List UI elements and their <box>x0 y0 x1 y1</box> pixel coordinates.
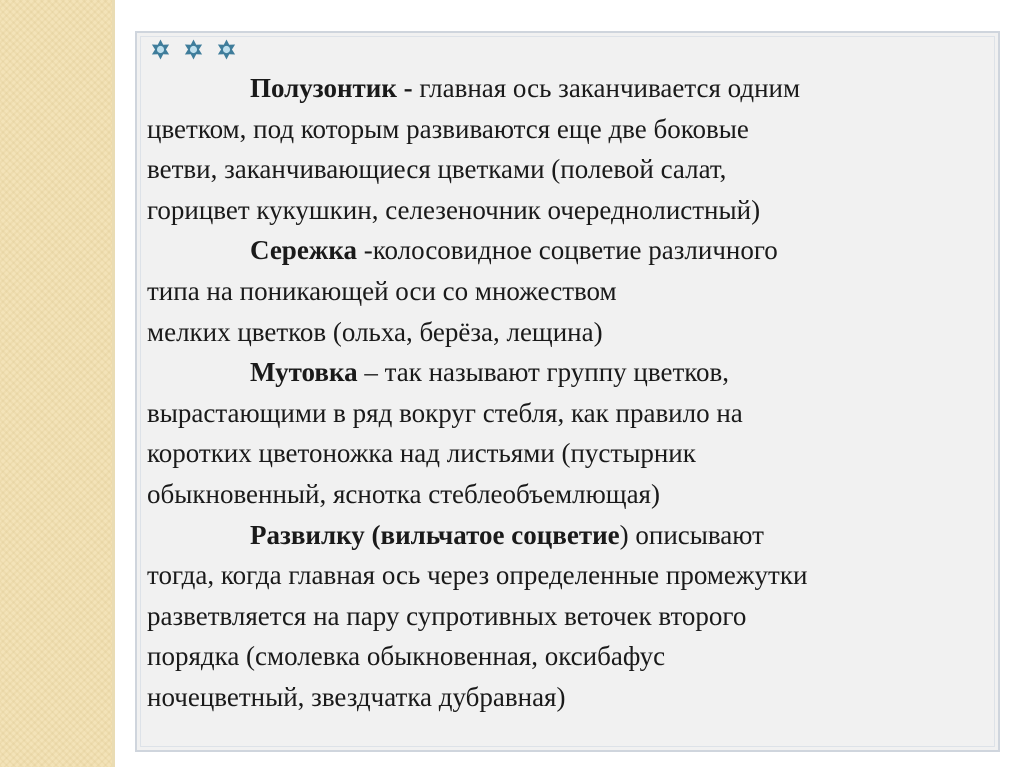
star-dot-icon <box>150 39 171 60</box>
paragraph-line: порядка (смолевка обыкновенная, оксибафус <box>147 641 666 672</box>
paragraph-text: – так называют группу цветков, <box>357 357 729 388</box>
paragraph-line: типа на поникающей оси со множеством <box>147 275 617 306</box>
paragraph-line: ветви, заканчивающиеся цветками (полевой салат, <box>147 154 727 185</box>
star-dot-icon <box>183 39 204 60</box>
paragraph-line: ночецветный, звездчатка дубравная) <box>147 681 566 712</box>
paragraph-line: тогда, когда главная ось через определенные промежутки <box>147 560 808 591</box>
paragraph-line: вырастающими в ряд вокруг стебля, как правило на <box>147 397 743 428</box>
paragraph-first-line <box>147 352 997 393</box>
paragraph-line: горицвет кукушкин, селезеночник очереднолистный) <box>147 194 761 225</box>
slide-body-text <box>147 68 997 718</box>
paragraph-text: главная ось заканчивается одним <box>412 73 801 103</box>
paragraph-first-line <box>147 515 997 556</box>
paragraph-line: разветвляется на пару супротивных веточек второго <box>147 600 747 631</box>
paragraph-text: -колосовидное соцветие различного <box>357 235 778 266</box>
term-serezhka: Сережка <box>250 235 358 266</box>
paragraph-line: цветком, под которым развиваются еще две боковые <box>147 113 749 144</box>
star-dot-icon <box>216 39 237 60</box>
paragraph-first-line <box>147 230 997 271</box>
decorative-side-strip <box>0 0 112 767</box>
paragraph-line: коротких цветоножка над листьями (пустырник <box>147 438 696 469</box>
term-razvilka: Развилку (вильчатое соцветие <box>250 519 620 550</box>
term-mutovka: Мутовка <box>250 357 358 388</box>
paragraph-line: обыкновенный, яснотка стеблеобъемлющая) <box>147 478 660 509</box>
term-polyzontik: Полузонтик - <box>250 73 413 103</box>
paragraph-first-line <box>147 68 997 109</box>
ornament-row <box>150 38 237 60</box>
paragraph-text: ) описывают <box>619 519 764 550</box>
paragraph-line: мелких цветков (ольха, берёза, лещина) <box>147 316 603 347</box>
